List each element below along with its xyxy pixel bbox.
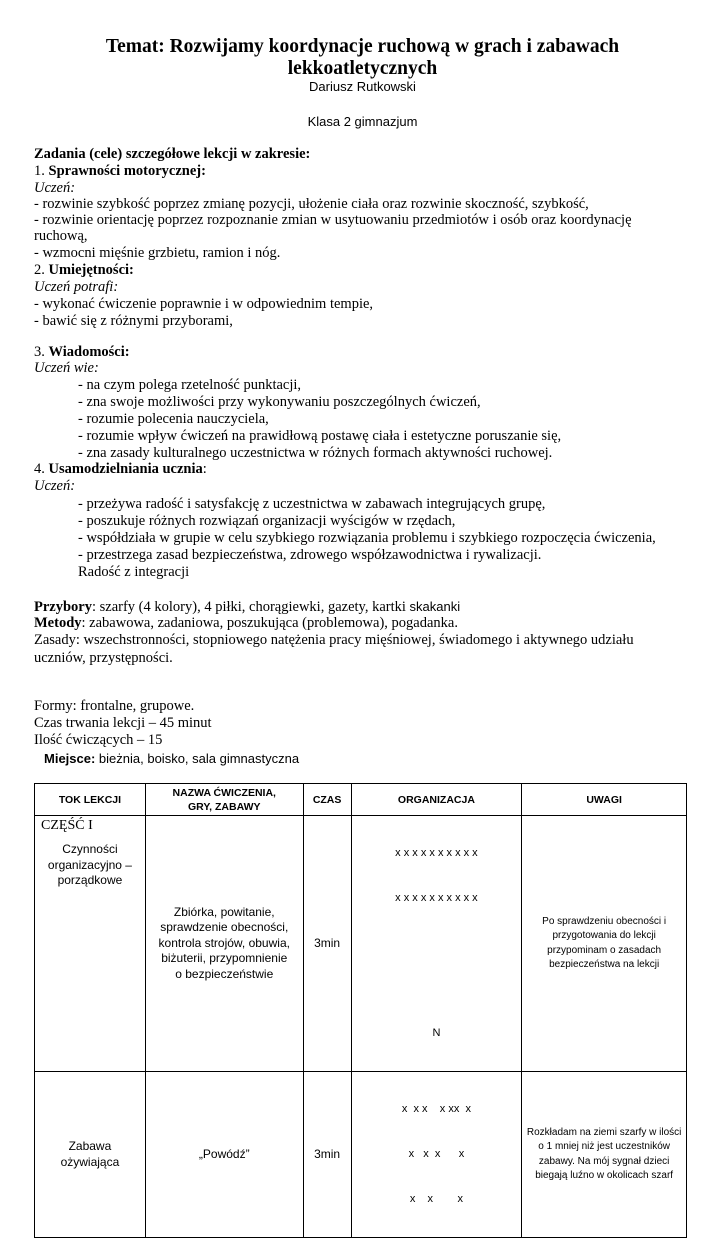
section-3-item: - na czym polega rzetelność punktacji, bbox=[78, 377, 302, 393]
ilosc-line: Ilość ćwiczących – 15 bbox=[34, 732, 163, 748]
section-1-item: - rozwinie szybkość poprzez zmianę pozycji, ułożenie ciała oraz rozwinie skoczność, szybkość, bbox=[34, 196, 589, 212]
section-4-item: - współdziała w grupie w celu szybkiego rozwiązania problemu i szybkiego rozpoczęcia ćwiczenia, bbox=[78, 530, 656, 546]
table-row bbox=[35, 1072, 687, 1238]
cell-uwagi: Rozkładam na ziemi szarfy w ilości o 1 mniej niż jest uczestników zabawy. Na mój sygnał dzieci biegają luźno w okolicach szarf bbox=[522, 1072, 687, 1238]
table-header-row bbox=[35, 784, 687, 816]
cell-tok: CZĘŚĆ I Czynności organizacyjno – porządkowe bbox=[35, 816, 146, 1072]
header-tok: TOK LEKCJI bbox=[35, 784, 146, 816]
section-2-subject: Uczeń potrafi: bbox=[34, 279, 119, 295]
section-4-item: Radość z integracji bbox=[78, 564, 190, 580]
section-3-item: - rozumie wpływ ćwiczeń na prawidłową postawę ciała i estetyczne poruszanie się, bbox=[78, 428, 562, 444]
section-2-item: - bawić się z różnymi przyborami, bbox=[34, 313, 233, 329]
przybory-line: Przybory: szarfy (4 kolory), 4 piłki, chorągiewki, gazety, kartki skakanki bbox=[34, 599, 461, 615]
zasady-line: Zasady: wszechstronności, stopniowego natężenia pracy mięśniowej, świadomego i aktywnego udziału bbox=[34, 632, 634, 648]
section-1-item: - wzmocni mięśnie grzbietu, ramion i nóg. bbox=[34, 245, 281, 261]
section-3-item: - zna zasady kulturalnego uczestnictwa w różnych formach aktywności ruchowej. bbox=[78, 445, 553, 461]
formy-line: Formy: frontalne, grupowe. bbox=[34, 698, 195, 714]
section-3-item: - zna swoje możliwości przy wykonywaniu poszczególnych ćwiczeń, bbox=[78, 394, 481, 410]
lesson-plan-table bbox=[34, 783, 687, 1238]
table-row bbox=[35, 816, 687, 1072]
section-2-heading: 2. Umiejętności: bbox=[34, 262, 134, 278]
zasady-line: uczniów, przystępności. bbox=[34, 650, 173, 666]
section-1-subject: Uczeń: bbox=[34, 180, 76, 196]
cell-nazwa: „Powódź” bbox=[145, 1072, 303, 1238]
miejsce-line: Miejsce: bieżnia, boisko, sala gimnastyczna bbox=[44, 751, 300, 766]
cell-czas: 3min bbox=[303, 816, 351, 1072]
author-name: Dariusz Rutkowski bbox=[309, 79, 416, 94]
document-title: Temat: Rozwijamy koordynacje ruchową w grach i zabawach lekkoatletycznych bbox=[105, 36, 620, 79]
section-3-subject: Uczeń wie: bbox=[34, 360, 99, 376]
header-nazwa: NAZWA ĆWICZENIA, GRY, ZABAWY bbox=[145, 784, 303, 816]
cell-tok: Zabawa ożywiająca bbox=[35, 1072, 146, 1238]
section-4-heading: 4. Usamodzielniania ucznia: bbox=[34, 461, 207, 477]
section-4-item: - przestrzega zasad bezpieczeństwa, zdrowego współzawodnictwa i rywalizacji. bbox=[78, 547, 542, 563]
section-3-item: - rozumie polecenia nauczyciela, bbox=[78, 411, 269, 427]
section-1-heading: 1. Sprawności motorycznej: bbox=[34, 163, 206, 179]
part-label: CZĘŚĆ I bbox=[41, 818, 93, 833]
cell-organizacja: x x x x x x x x x x x x x x x x x x x x N bbox=[351, 816, 522, 1072]
cell-organizacja: x x x x xx x x x x x x x x bbox=[351, 1072, 522, 1238]
section-4-item: - przeżywa radość i satysfakcję z uczestnictwa w zabawach integrujących grupę, bbox=[78, 496, 546, 512]
header-organizacja: ORGANIZACJA bbox=[351, 784, 522, 816]
cell-nazwa: Zbiórka, powitanie, sprawdzenie obecności, kontrola strojów, obuwia, biżuterii, przypomnienie o bezpieczeństwie bbox=[145, 816, 303, 1072]
class-label: Klasa 2 gimnazjum bbox=[307, 114, 418, 129]
section-2-item: - wykonać ćwiczenie poprawnie i w odpowiednim tempie, bbox=[34, 296, 374, 312]
header-czas: CZAS bbox=[303, 784, 351, 816]
goals-heading: Zadania (cele) szczegółowe lekcji w zakresie: bbox=[34, 146, 311, 162]
cell-uwagi: Po sprawdzeniu obecności i przygotowania do lekcji przypominam o zasadach bezpieczeństwa na lekcji bbox=[522, 816, 687, 1072]
section-1-item: - rozwinie orientację poprzez rozpoznanie zmian w usytuowaniu przedmiotów i osób oraz koordynację bbox=[34, 212, 632, 228]
cell-czas: 3min bbox=[303, 1072, 351, 1238]
section-3-heading: 3. Wiadomości: bbox=[34, 344, 130, 360]
section-1-item: ruchową, bbox=[34, 228, 88, 244]
section-4-item: - poszukuje różnych rozwiązań organizacji wyścigów w rzędach, bbox=[78, 513, 456, 529]
metody-line: Metody: zabawowa, zadaniowa, poszukująca (problemowa), pogadanka. bbox=[34, 615, 458, 631]
section-4-subject: Uczeń: bbox=[34, 478, 76, 494]
header-uwagi: UWAGI bbox=[522, 784, 687, 816]
czas-line: Czas trwania lekcji – 45 minut bbox=[34, 715, 212, 731]
